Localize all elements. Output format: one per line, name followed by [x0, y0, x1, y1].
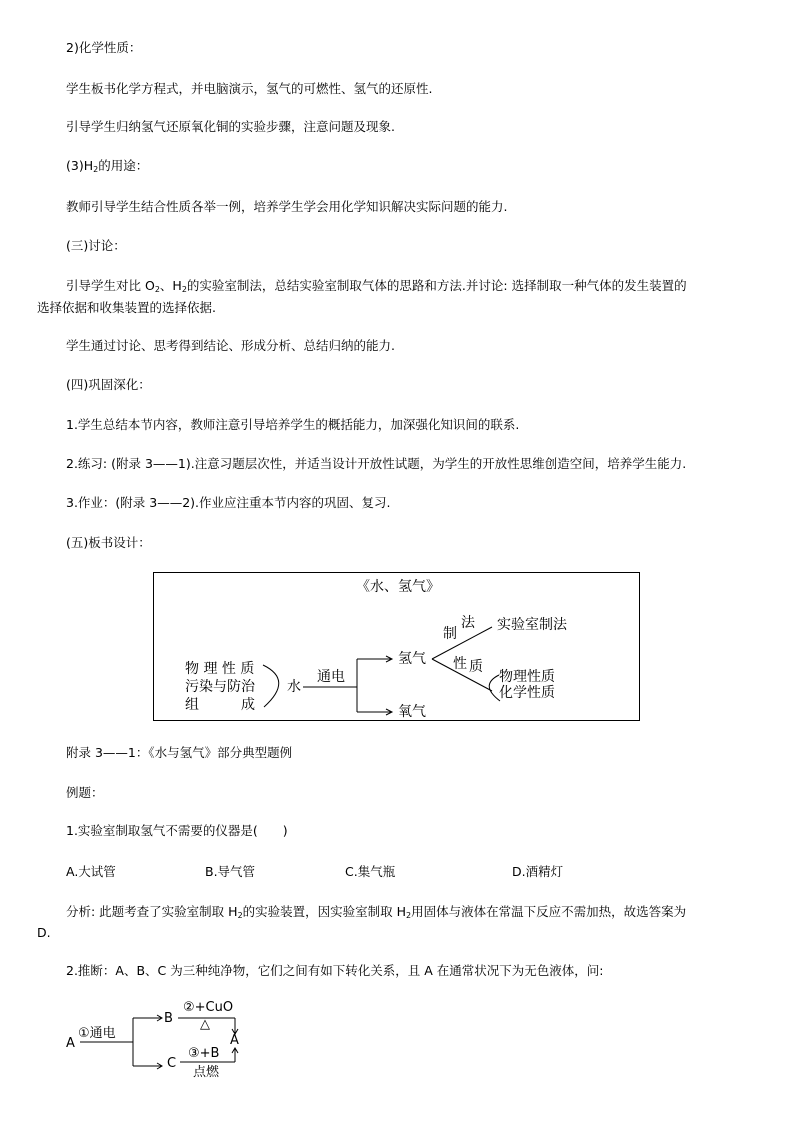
paragraph: 1.学生总结本节内容，教师注意引导培养学生的概括能力，加深强化知识间的联系. — [66, 417, 520, 432]
paragraph: 3.作业：(附录 3——2).作业应注重本节内容的巩固、复习. — [66, 495, 391, 510]
question-1: 1.实验室制取氢气不需要的仪器是( ) — [66, 823, 288, 838]
diagram-step3: ③+B — [188, 1046, 220, 1061]
paragraph: 教师引导学生结合性质各举一例，培养学生学会用化学知识解决实际问题的能力. — [66, 199, 508, 214]
board-title: 《水、氢气》 — [356, 579, 440, 595]
diagram-a-right: A — [230, 1033, 239, 1048]
diagram-step2: ②+CuO — [183, 1000, 234, 1015]
paragraph: 学生通过讨论、思考得到结论、形成分析、总结归纳的能力. — [66, 338, 395, 353]
diagram-step1: ①通电 — [78, 1026, 116, 1041]
diagram-heat: △ — [200, 1017, 210, 1032]
paragraph: 学生板书化学方程式，并电脑演示，氢气的可燃性、氢气的还原性. — [66, 81, 433, 96]
analysis-continuation: D. — [37, 925, 51, 940]
paragraph-continuation: 选择依据和收集装置的选择依据. — [37, 300, 216, 315]
board-pollution-prevention: 污染与防治 — [185, 679, 255, 695]
option-a: A.大试管 — [66, 864, 116, 879]
board-prep-char2: 法 — [461, 615, 475, 631]
board-water: 水 — [287, 679, 301, 695]
board-lab-preparation: 实验室制法 — [497, 617, 567, 633]
question-2: 2.推断：A、B、C 为三种纯净物，它们之间有如下转化关系，且 A 在通常状况下为无色液体，问: — [66, 963, 604, 978]
section-chemical-properties-title: 2)化学性质： — [66, 40, 142, 55]
paragraph: 引导学生对比 $O_2$、$H_2$的实验室制法，总结实验室制取气体的思路和方法.并讨论: 选择制取一种气体的发生装置的 — [66, 278, 687, 294]
diagram-c: C — [167, 1056, 177, 1071]
analysis: 分析: 此题考查了实验室制取 $H_2$的实验装置，因实验室制取 $H_2$用固体与液体在常温下反应不需加热，故选答案为 — [66, 904, 687, 920]
option-b: B.导气管 — [205, 864, 256, 879]
board-prop-char2: 质 — [469, 659, 483, 675]
board-physical-properties: 物 理 性 质 — [185, 661, 255, 677]
paragraph: 引导学生归纳氢气还原氧化铜的实验步骤，注意问题及现象. — [66, 119, 395, 134]
diagram-b: B — [164, 1011, 173, 1026]
diagram-a-left: A — [66, 1036, 75, 1051]
option-c: C.集气瓶 — [345, 864, 396, 879]
section-discussion-title: (三)讨论： — [66, 238, 126, 253]
board-prop-char1: 性 — [453, 656, 467, 672]
section-uses-title: $(3)H_2$的用途： — [66, 158, 149, 174]
board-hydrogen: 氢气 — [398, 651, 426, 667]
board-composition: 组 成 — [185, 697, 255, 713]
example-label: 例题： — [66, 785, 104, 800]
paragraph: 2.练习: (附录 3——1).注意习题层次性，并适当设计开放性试题，为学生的开放性思维创造空间，培养学生能力. — [66, 456, 687, 471]
board-electrolysis: 通电 — [317, 669, 345, 685]
board-prep-char1: 制 — [443, 626, 457, 642]
board-physical-prop: 物理性质 — [499, 669, 555, 685]
diagram-ignite: 点燃 — [193, 1065, 220, 1080]
board-oxygen: 氧气 — [398, 704, 426, 720]
section-consolidation-title: (四)巩固深化： — [66, 377, 151, 392]
appendix-title: 附录 3——1：《水与氢气》部分典型题例 — [66, 745, 293, 760]
section-board-design-title: (五)板书设计： — [66, 535, 151, 550]
board-chemical-prop: 化学性质 — [499, 685, 555, 701]
option-d: D.酒精灯 — [512, 864, 564, 879]
